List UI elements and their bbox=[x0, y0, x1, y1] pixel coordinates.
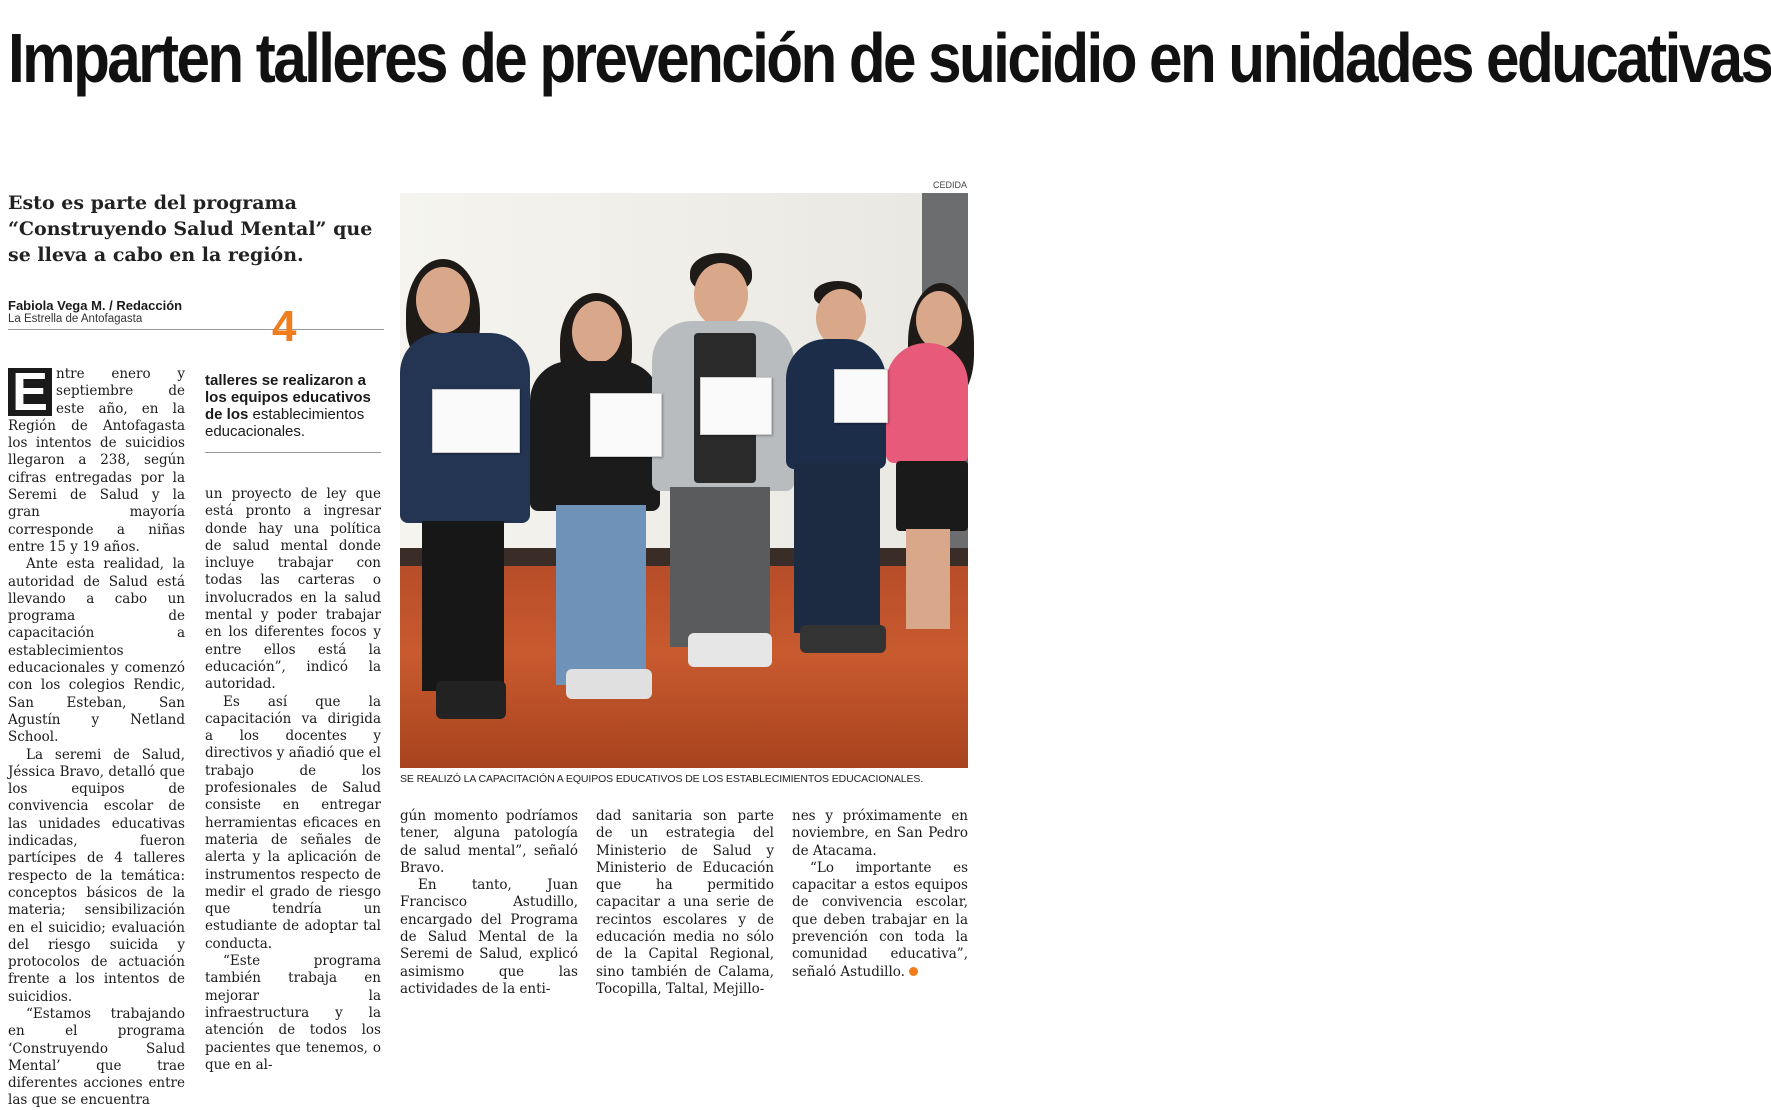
paragraph bbox=[792, 860, 968, 981]
paragraph: “Este programa también trabaja en mejorar la infraestructura y la atención de todos los pacientes que tenemos, o que en al- bbox=[205, 953, 381, 1073]
paragraph-text: ntre enero y septiembre de este año, en la Región de Antofagasta los intentos de suicidios llegaron a 238, según cifras entregadas por la Seremi de Salud y la gran mayoría corresponde a niñas entre 15 y 19 años. bbox=[8, 366, 185, 555]
paragraph: “Estamos trabajando en el programa ‘Construyendo Salud Mental’ que trae diferentes acciones entre las que se encuentra bbox=[8, 1005, 185, 1109]
article-column-5 bbox=[792, 808, 968, 991]
certificate-2 bbox=[590, 393, 662, 457]
person-4-legs bbox=[794, 463, 880, 633]
person-2-head bbox=[572, 301, 622, 363]
person-3-shoes bbox=[688, 633, 772, 667]
factbox-bold-text: talleres se realizaron a los equipos educativos de los bbox=[205, 372, 371, 423]
byline-author: Fabiola Vega M. / Redacción bbox=[8, 298, 183, 313]
paragraph: gún momento podríamos tener, alguna patología de salud mental”, señaló Bravo. bbox=[400, 808, 578, 876]
factbox bbox=[205, 372, 381, 453]
person-1-legs bbox=[422, 521, 504, 691]
person-5-body bbox=[886, 343, 968, 463]
paragraph: Es así que la capacitación va dirigida a los docentes y directivos y añadió que el trabajo de los profesionales de Salud consiste en entregar herramientas eficaces en materia de señales de alerta y la aplicación de instrumentos respecto de medir el grado de riesgo que tendría un estudiante de adoptar tal conducta. bbox=[205, 693, 381, 952]
paragraph: La seremi de Salud, Jéssica Bravo, detalló que los equipos de convivencia escolar de las unidades educativas indicadas, fueron partícipes de 4 talleres respecto de la temática: conceptos básicos de la materia; sensibilización en el suicidio; evaluación del riesgo suicida y protocolos de actuación frente a los intentos de suicidios. bbox=[8, 746, 185, 1005]
paragraph: un proyecto de ley que está pronto a ingresar donde hay una política de salud mental donde incluye trabajar con todas las carteras o involucrados en la salud mental y poder trabajar en los diferentes focos y entre ellos está la educación”, indicó la autoridad. bbox=[205, 486, 381, 693]
headline: Imparten talleres de prevención de suicidio en unidades educativas bbox=[8, 19, 1771, 97]
paragraph: Ante esta realidad, la autoridad de Salud está llevando a cabo un programa de capacitación a establecimientos educacionales y comenzó con los colegios Rendic, San Esteban, San Agustín y Netland School. bbox=[8, 556, 185, 746]
person-4-shoes bbox=[800, 625, 886, 653]
article-column-2 bbox=[205, 486, 381, 1073]
person-3-head bbox=[694, 263, 748, 327]
person-2-legs bbox=[556, 505, 646, 685]
factbox-number: 4 bbox=[272, 302, 297, 351]
paragraph: En tanto, Juan Francisco Astudillo, encargado del Programa de Salud Mental de la Seremi de Salud, explicó asimismo que las actividades de la enti- bbox=[400, 877, 578, 997]
factbox-text: establecimientos educacionales. bbox=[205, 406, 365, 440]
certificate-3 bbox=[700, 377, 772, 435]
dropcap: E bbox=[8, 368, 52, 416]
subhead: Esto es parte del programa “Construyendo Salud Mental” que se lleva a cabo en la región. bbox=[8, 192, 373, 266]
byline-publication: La Estrella de Antofagasta bbox=[8, 313, 143, 325]
person-1-head bbox=[416, 267, 470, 333]
article-column-3 bbox=[400, 808, 578, 997]
group-photo bbox=[400, 193, 968, 768]
certificate-1 bbox=[432, 389, 520, 453]
paragraph bbox=[8, 362, 185, 556]
person-5-head bbox=[916, 291, 962, 349]
photo-credit: CEDIDA bbox=[932, 180, 967, 190]
certificate-4 bbox=[834, 369, 888, 423]
paragraph-text: “Lo importante es capacitar a estos equipos de convivencia escolar, que deben trabajar en la prevención con toda la comunidad educativa”, señaló Astudillo. bbox=[792, 859, 968, 980]
article-column-1 bbox=[8, 362, 185, 1109]
person-5-legs bbox=[906, 529, 950, 629]
paragraph: dad sanitaria son parte de un estrategia del Ministerio de Salud y Ministerio de Educación que ha permitido capacitar a una serie de recintos escolares y de educación media no sólo de la Capital Regional, sino también de Calama, Tocopilla, Taltal, Mejillo- bbox=[596, 808, 774, 997]
end-mark-icon bbox=[909, 967, 918, 976]
photo-caption: SE REALIZÓ LA CAPACITACIÓN A EQUIPOS EDUCATIVOS DE LOS ESTABLECIMIENTOS EDUCACIONALES. bbox=[400, 773, 924, 785]
person-2-shoes bbox=[566, 669, 652, 699]
paragraph: nes y próximamente en noviembre, en San Pedro de Atacama. bbox=[792, 808, 968, 859]
person-1-shoes bbox=[436, 681, 506, 719]
article-column-4 bbox=[596, 808, 774, 997]
person-5-skirt bbox=[896, 461, 968, 531]
byline bbox=[8, 298, 384, 330]
person-3-legs bbox=[670, 487, 770, 647]
